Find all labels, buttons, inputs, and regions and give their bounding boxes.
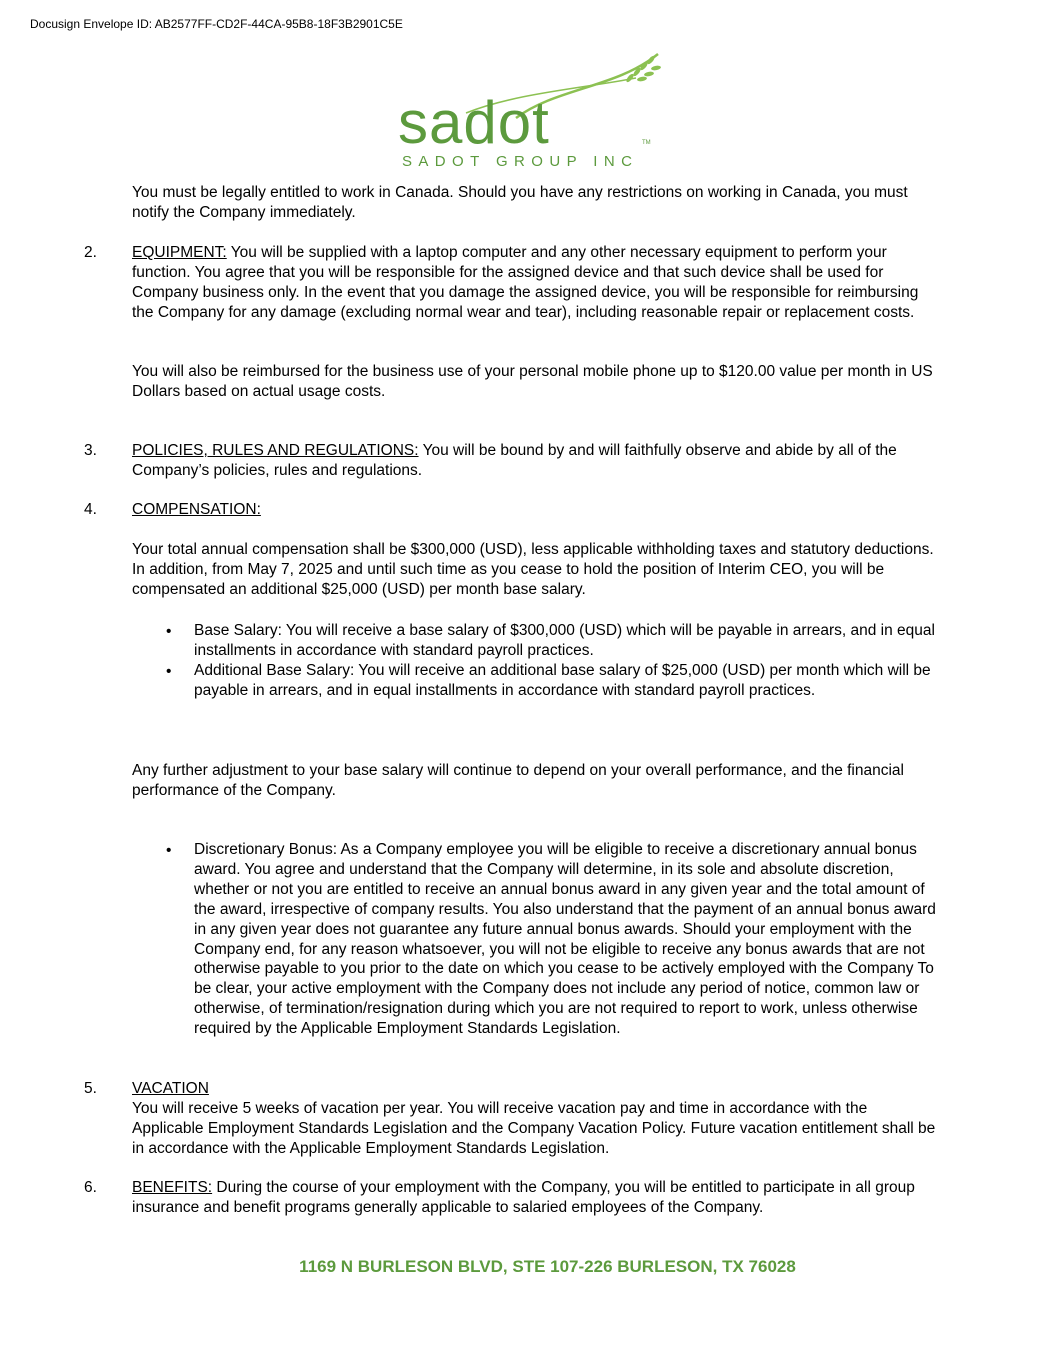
equipment-phone-paragraph: You will also be reimbursed for the business use of your personal mobile phone up to $120.00 value per month in US Dollars based on actual usage costs. [132,363,933,400]
bullet-marker: • [166,663,172,680]
section-compensation [132,500,937,520]
bullet-base-salary: Base Salary: You will receive a base salary of $300,000 (USD) which will be payable in arrears, and in equal installments in accordance with standard payroll practices. [194,622,935,659]
section-text-policies: You will be bound by and will faithfully observe and abide by all of the Company’s policies, rules and regulations. [132,442,897,479]
section-equipment [132,243,937,323]
bullet-additional-base-salary: Additional Base Salary: You will receive an additional base salary of $25,000 (USD) per month which will be payable in arrears, and in equal installments in accordance with standard payroll practices. [194,662,931,699]
section-heading-vacation: VACATION [132,1080,209,1097]
section-heading-benefits: BENEFITS: [132,1179,213,1196]
logo-tm: TM [642,140,651,146]
intro-paragraph: You must be legally entitled to work in Canada. Should you have any restrictions on working in Canada, you must notify the Company immediately. [132,184,908,221]
section-heading-compensation: COMPENSATION: [132,501,261,518]
section-text-equipment: You will be supplied with a laptop computer and any other necessary equipment to perform your function. You agree that you will be responsible for the assigned device and that such device shall be used for Company business only. In the event that you damage the assigned device, you will be responsible for reimbursing the Company for any damage (excluding normal wear and tear), including reasonable repair or replacement costs. [132,244,919,321]
section-policies [132,441,937,481]
section-heading-policies: POLICIES, RULES AND REGULATIONS: [132,442,419,459]
adjustment-paragraph: Any further adjustment to your base salary will continue to depend on your overall performance, and the financial performance of the Company. [132,762,904,799]
section-vacation [132,1079,937,1099]
section-number-benefits: 6. [84,1179,97,1196]
bullet-discretionary-bonus: Discretionary Bonus: As a Company employee you will be eligible to receive a discretionary annual bonus award. You agree and understand that the Company will determine, in its sole and absolute discretion, whether or not you are entitled to receive an annual bonus award in any given year and the total amount of the award, irrespective of company results. You also understand that the payment of an annual bonus award in any given year does not guarantee any future annual bonus awards. Should your employment with the Company end, for any reason whatsoever, you will not be eligible to receive any bonus awards that are not otherwise payable to you prior to the date on which you cease to be actively employed with the Company To be clear, your active employment with the Company does not include any period of notice, common law or otherwise, of termination/resignation during which you are not required to report to work, unless otherwise required by the Applicable Employment Standards Legislation. [194,841,936,1038]
section-heading-equipment: EQUIPMENT: [132,244,227,261]
section-number-vacation: 5. [84,1080,97,1097]
logo-wordmark: sadot [398,89,550,156]
section-benefits [132,1178,937,1218]
logo-tagline: SADOT GROUP INC [402,153,639,170]
vacation-paragraph: You will receive 5 weeks of vacation per year. You will receive vacation pay and time in accordance with the Applicable Employment Standards Legislation and the Company Vacation Policy. Future vacation entitlement shall be in accordance with the Applicable Employment Standards Legislation. [132,1100,936,1157]
section-text-benefits: During the course of your employment with the Company, you will be entitled to participate in all group insurance and benefit programs generally applicable to salaried employees of the Company. [132,1179,915,1216]
section-number-policies: 3. [84,442,97,459]
footer-address: 1169 N BURLESON BLVD, STE 107-226 BURLESON, TX 76028 [299,1257,796,1276]
compensation-paragraph: Your total annual compensation shall be $300,000 (USD), less applicable withholding taxes and statutory deductions. In addition, from May 7, 2025 and until such time as you cease to hold the position of Interim CEO, you will be compensated an additional $25,000 (USD) per month base salary. [132,541,934,598]
envelope-id: Docusign Envelope ID: AB2577FF-CD2F-44CA-95B8-18F3B2901C5E [30,17,403,31]
section-number-equipment: 2. [84,244,97,261]
bullet-marker: • [166,623,172,640]
bullet-marker: • [166,842,172,859]
section-number-compensation: 4. [84,501,97,518]
sadot-logo [396,48,666,170]
